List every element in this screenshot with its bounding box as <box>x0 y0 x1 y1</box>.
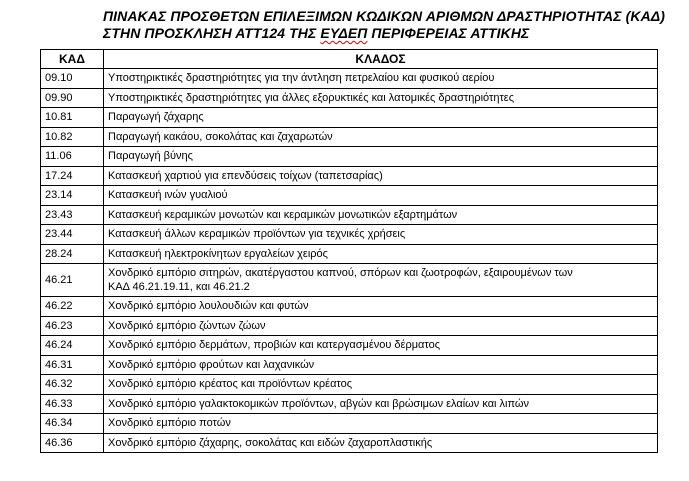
table-row <box>41 394 658 414</box>
table-row <box>41 147 658 167</box>
kad-code-cell: 23.14 <box>41 186 104 206</box>
sector-description-cell: Χονδρικό εμπόριο λουλουδιών και φυτών <box>104 297 658 317</box>
table-row <box>41 69 658 89</box>
title-line-2 <box>103 25 683 42</box>
kad-code-cell: 10.82 <box>41 127 104 147</box>
table-row <box>41 316 658 336</box>
kad-code-cell: 10.81 <box>41 108 104 128</box>
table-row <box>41 414 658 434</box>
kad-code-cell: 46.24 <box>41 336 104 356</box>
kad-code-cell: 28.24 <box>41 244 104 264</box>
table-body <box>41 69 658 453</box>
kad-code-cell: 23.43 <box>41 205 104 225</box>
title-line-1: ΠΙΝΑΚΑΣ ΠΡΟΣΘΕΤΩΝ ΕΠΙΛΕΞΙΜΩΝ ΚΩΔΙΚΩΝ ΑΡΙΘΜΩΝ ΔΡΑΣΤΗΡΙΟΤΗΤΑΣ (ΚΑΔ) <box>103 8 666 24</box>
sector-description-cell: Χονδρικό εμπόριο σιτηρών, ακατέργαστου καπνού, σπόρων και ζωοτροφών, εξαιρουμένων των ΚΑΔ 46.21.19.11, και 46.21.2 <box>104 264 658 297</box>
sector-description-cell: Υποστηρικτικές δραστηριότητες για την άντληση πετρελαίου και φυσικού αερίου <box>104 69 658 89</box>
kad-code-cell: 09.10 <box>41 69 104 89</box>
table-row <box>41 127 658 147</box>
title-line-2-prefix: ΣΤΗΝ ΠΡΟΣΚΛΗΣΗ ΑΤΤ124 ΤΗΣ <box>103 25 321 41</box>
table-row <box>41 336 658 356</box>
sector-description-cell: Παραγωγή βύνης <box>104 147 658 167</box>
sector-description-cell: Κατασκευή κεραμικών μονωτών και κεραμικών μονωτικών εξαρτημάτων <box>104 205 658 225</box>
spellcheck-marked-word: ΕΥΔΕΠ <box>320 25 368 41</box>
kad-code-cell: 46.21 <box>41 264 104 297</box>
kad-code-cell: 46.34 <box>41 414 104 434</box>
sector-description-cell: Κατασκευή ηλεκτροκίνητων εργαλείων χειρός <box>104 244 658 264</box>
sector-description-cell: Κατασκευή ινών γυαλιού <box>104 186 658 206</box>
kad-code-cell: 11.06 <box>41 147 104 167</box>
kad-code-cell: 09.90 <box>41 88 104 108</box>
kad-table <box>40 49 658 453</box>
sector-description-cell: Κατασκευή χαρτιού για επενδύσεις τοίχων (ταπετσαρίας) <box>104 166 658 186</box>
table-row <box>41 225 658 245</box>
kad-code-cell: 17.24 <box>41 166 104 186</box>
table-row <box>41 186 658 206</box>
table-row <box>41 264 658 297</box>
sector-description-cell: Χονδρικό εμπόριο φρούτων και λαχανικών <box>104 355 658 375</box>
table-row <box>41 108 658 128</box>
table-row <box>41 355 658 375</box>
kad-code-cell: 23.44 <box>41 225 104 245</box>
kad-code-cell: 46.36 <box>41 433 104 453</box>
table-row <box>41 88 658 108</box>
sector-description-cell: Υποστηρικτικές δραστηριότητες για άλλες εξορυκτικές και λατομικές δραστηριότητες <box>104 88 658 108</box>
header-code: ΚΑΔ <box>41 50 104 69</box>
sector-description-cell: Χονδρικό εμπόριο κρέατος και προϊόντων κρέατος <box>104 375 658 395</box>
document-title <box>103 8 683 42</box>
sector-description-cell: Παραγωγή ζάχαρης <box>104 108 658 128</box>
sector-description-cell: Χονδρικό εμπόριο ζάχαρης, σοκολάτας και ειδών ζαχαροπλαστικής <box>104 433 658 453</box>
table-row <box>41 375 658 395</box>
table-row <box>41 297 658 317</box>
table-row <box>41 205 658 225</box>
sector-description-cell: Χονδρικό εμπόριο ζώντων ζώων <box>104 316 658 336</box>
kad-code-cell: 46.31 <box>41 355 104 375</box>
kad-code-cell: 46.33 <box>41 394 104 414</box>
sector-description-cell: Κατασκευή άλλων κεραμικών προϊόντων για τεχνικές χρήσεις <box>104 225 658 245</box>
title-line-2-suffix: ΠΕΡΙΦΕΡΕΙΑΣ ΑΤΤΙΚΗΣ <box>367 25 530 41</box>
sector-description-cell: Χονδρικό εμπόριο ποτών <box>104 414 658 434</box>
sector-description-cell: Χονδρικό εμπόριο γαλακτοκομικών προϊόντων, αβγών και βρώσιμων ελαίων και λιπών <box>104 394 658 414</box>
table-row <box>41 244 658 264</box>
kad-code-cell: 46.22 <box>41 297 104 317</box>
sector-description-cell: Παραγωγή κακάου, σοκολάτας και ζαχαρωτών <box>104 127 658 147</box>
table-row <box>41 166 658 186</box>
kad-code-cell: 46.23 <box>41 316 104 336</box>
table-header-row <box>41 50 658 69</box>
sector-description-cell: Χονδρικό εμπόριο δερμάτων, προβιών και κατεργασμένου δέρματος <box>104 336 658 356</box>
kad-code-cell: 46.32 <box>41 375 104 395</box>
header-sector: ΚΛΑΔΟΣ <box>104 50 658 69</box>
table-row <box>41 433 658 453</box>
